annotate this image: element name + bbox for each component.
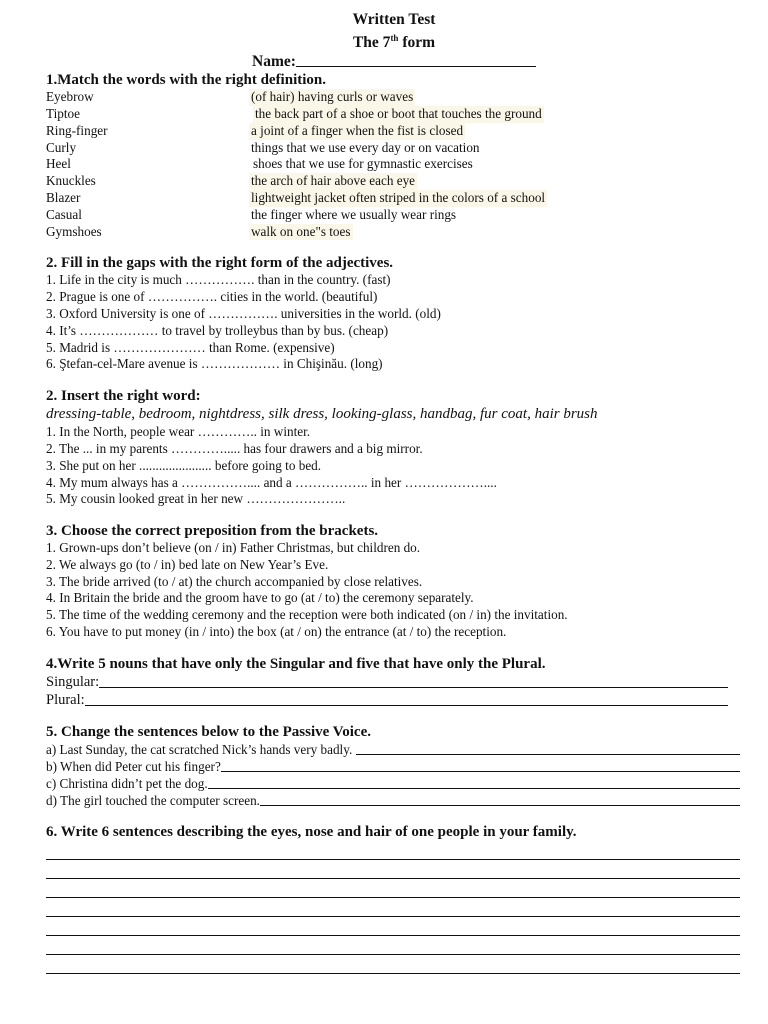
spacer	[46, 641, 742, 655]
list-item: 4. It’s ……………… to travel by trolleybus than by bus. (cheap)	[46, 322, 389, 338]
match-definition: things that we use every day or on vacation	[251, 139, 480, 155]
answer-line[interactable]	[46, 879, 740, 898]
match-word: Casual	[46, 206, 82, 222]
worksheet-header	[46, 10, 742, 71]
section-adjectives-title: 2. Fill in the gaps with the right form of the adjectives.	[46, 255, 394, 272]
list-item	[46, 775, 742, 792]
match-definition: the finger where we usually wear rings	[251, 206, 457, 222]
spacer	[46, 373, 742, 387]
passive-sentence: d) The girl touched the computer screen.	[46, 792, 260, 808]
list-item: 5. Madrid is ………………… than Rome. (expensive)	[46, 339, 335, 355]
section-insert-title: 2. Insert the right word:	[46, 388, 201, 405]
answer-line[interactable]	[260, 805, 740, 806]
match-definition: shoes that we use for gymnastic exercises	[253, 156, 473, 172]
list-item: 1. Life in the city is much ……………. than in the country. (fast)	[46, 272, 391, 288]
list-item: 6. You have to put money (in / into) the box (at / on) the entrance (at / to) the reception.	[46, 624, 507, 640]
list-item: 5. The time of the wedding ceremony and the reception were both indicated (on / in) the invitation.	[46, 607, 568, 623]
match-word: Tiptoe	[46, 105, 80, 121]
match-definition: (of hair) having curls or waves	[251, 89, 414, 105]
list-item	[46, 792, 742, 809]
list-item: 3. The bride arrived (to / at) the church accompanied by close relatives.	[46, 573, 423, 589]
passive-sentence: a) Last Sunday, the cat scratched Nick’s hands very badly.	[46, 741, 353, 757]
list-item: 3. Oxford University is one of ……………. universities in the world. (old)	[46, 305, 441, 321]
list-item: 1. In the North, people wear ………….. in winter.	[46, 424, 311, 440]
match-row	[46, 106, 742, 123]
answer-line[interactable]	[46, 898, 740, 917]
match-definition: a joint of a finger when the fist is closed	[251, 122, 464, 138]
singular-label: Singular:	[46, 673, 100, 690]
answer-line[interactable]	[208, 788, 740, 789]
preposition-list	[46, 540, 742, 641]
match-word: Curly	[46, 139, 77, 155]
passive-list	[46, 741, 742, 809]
name-row	[46, 52, 742, 71]
match-word: Blazer	[46, 189, 81, 205]
list-item: 2. We always go (to / in) bed late on New Year’s Eve.	[46, 556, 329, 572]
spacer	[46, 709, 742, 723]
list-item: 2. Prague is one of ……………. cities in the world. (beautiful)	[46, 289, 378, 305]
spacer	[46, 809, 742, 823]
match-row	[46, 123, 742, 140]
match-definition: the back part of a shoe or boot that touches the ground	[255, 105, 542, 121]
list-item: 4. My mum always has a …………….... and a …………….. in her ………………....	[46, 474, 497, 490]
word-bank: dressing-table, bedroom, nightdress, silk dress, looking-glass, handbag, fur coat, hair brush	[46, 406, 598, 423]
section-describe-title: 6. Write 6 sentences describing the eyes, nose and hair of one people in your family.	[46, 823, 577, 840]
form-suffix: form	[398, 34, 436, 52]
section-preposition-title: 3. Choose the correct preposition from the brackets.	[46, 523, 379, 540]
passive-sentence: c) Christina didn’t pet the dog.	[46, 775, 208, 791]
match-definition: the arch of hair above each eye	[251, 173, 416, 189]
answer-line[interactable]	[356, 754, 740, 755]
match-word: Heel	[46, 156, 71, 172]
list-item: 6. Ştefan-cel-Mare avenue is ……………… in Chişinău. (long)	[46, 356, 383, 372]
list-item: 5. My cousin looked great in her new …………………..	[46, 491, 346, 507]
plural-answer-line[interactable]	[85, 705, 728, 706]
answer-line[interactable]	[46, 955, 740, 974]
section-match-title: 1.Match the words with the right definition.	[46, 72, 326, 89]
writing-lines	[46, 841, 742, 974]
spacer	[46, 508, 742, 522]
list-item: 4. In Britain the bride and the groom have to go (at / to) the ceremony separately.	[46, 590, 474, 606]
name-label: Name:	[252, 53, 296, 71]
list-item: 3. She put on her ...................... before going to bed.	[46, 457, 322, 473]
form-label	[46, 29, 742, 52]
list-item: 2. The ... in my parents …………..... has four drawers and a big mirror.	[46, 440, 423, 456]
match-row	[46, 207, 742, 224]
match-row	[46, 89, 742, 106]
name-blank[interactable]	[296, 52, 536, 67]
match-word: Eyebrow	[46, 89, 94, 105]
answer-line[interactable]	[46, 936, 740, 955]
match-row	[46, 173, 742, 190]
test-title: Written Test	[352, 11, 436, 28]
match-row	[46, 156, 742, 173]
match-word: Ring-finger	[46, 122, 108, 138]
answer-line[interactable]	[221, 771, 740, 772]
plural-label: Plural:	[46, 691, 85, 708]
plural-row	[46, 691, 742, 709]
passive-sentence: b) When did Peter cut his finger?	[46, 758, 221, 774]
singular-row	[46, 673, 742, 691]
answer-line[interactable]	[46, 860, 740, 879]
match-word: Knuckles	[46, 173, 96, 189]
list-item	[46, 758, 742, 775]
form-sup: th	[390, 33, 399, 43]
match-definition: lightweight jacket often striped in the colors of a school	[251, 189, 546, 205]
section-passive-title: 5. Change the sentences below to the Passive Voice.	[46, 723, 371, 740]
match-word: Gymshoes	[46, 223, 102, 239]
match-definition: walk on one"s toes	[251, 223, 351, 239]
insert-list	[46, 424, 742, 508]
answer-line[interactable]	[46, 841, 740, 860]
match-row	[46, 190, 742, 207]
answer-line[interactable]	[46, 917, 740, 936]
list-item: 1. Grown-ups don’t believe (on / in) Father Christmas, but children do.	[46, 540, 421, 556]
adjectives-list	[46, 272, 742, 373]
list-item	[46, 741, 742, 758]
match-list	[46, 89, 742, 240]
singular-answer-line[interactable]	[99, 687, 728, 688]
spacer	[46, 240, 742, 254]
section-nouns-title: 4.Write 5 nouns that have only the Singular and five that have only the Plural.	[46, 655, 546, 672]
match-row	[46, 140, 742, 157]
form-prefix: The 7	[352, 34, 391, 52]
match-row	[46, 224, 742, 241]
